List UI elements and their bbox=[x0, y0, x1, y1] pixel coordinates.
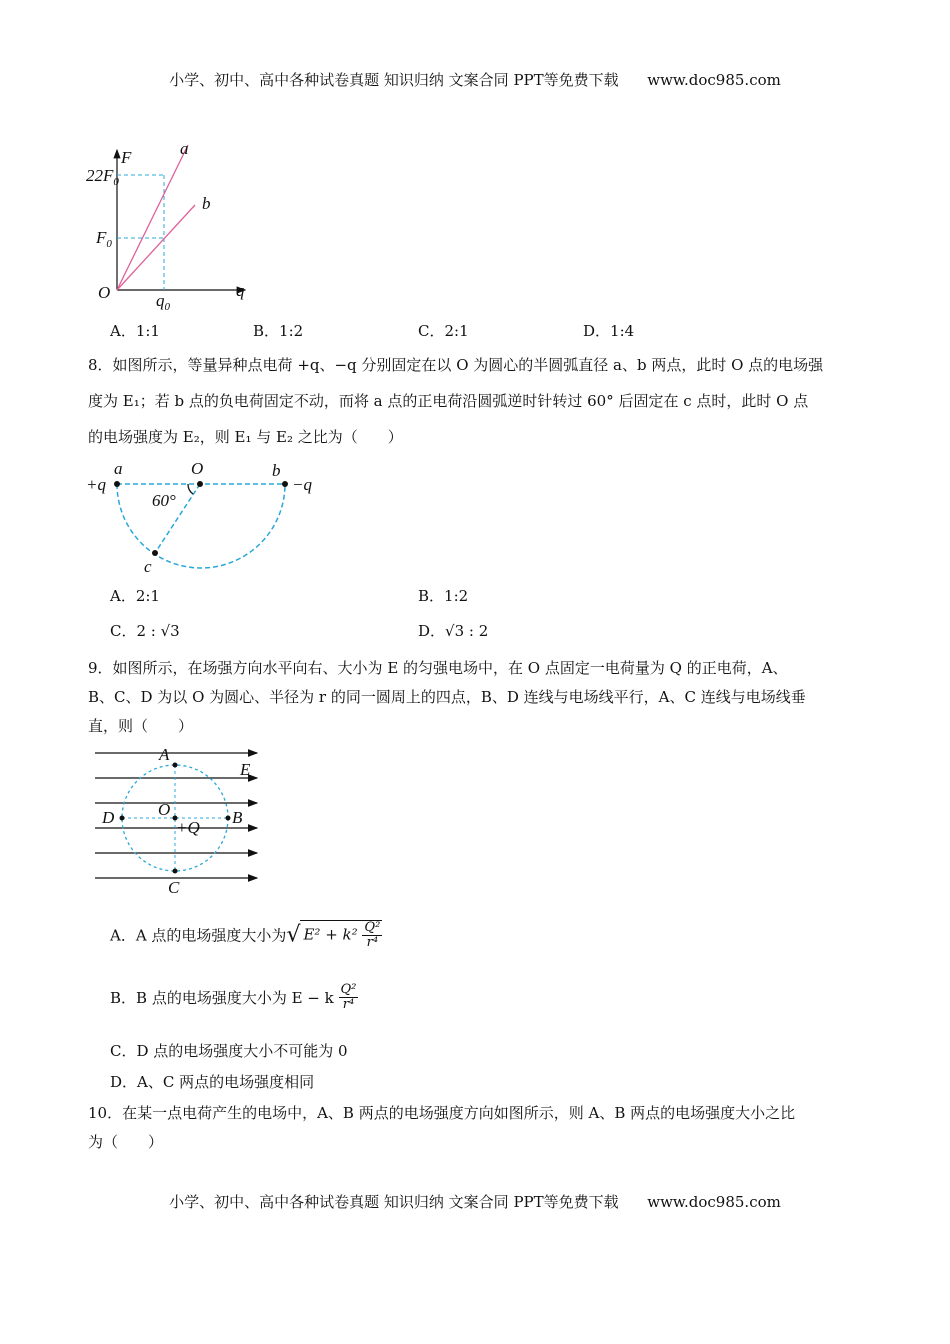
q10-text-line: 为（ ） bbox=[88, 1133, 164, 1151]
option-text: A．A 点的电场强度大小为 bbox=[110, 926, 287, 945]
label-A: A bbox=[159, 745, 170, 764]
force-charge-graph bbox=[86, 139, 245, 313]
label-O: O bbox=[98, 283, 111, 302]
label-O: O bbox=[191, 459, 204, 478]
semicircle-diagram bbox=[86, 459, 312, 576]
q7-option-c[interactable]: C．2:1 bbox=[418, 322, 469, 340]
label-plus-Q: +Q bbox=[176, 818, 200, 837]
label-c: c bbox=[144, 557, 152, 576]
q8-text-line: 的电场强度为 E₂，则 E₁ 与 E₂ 之比为（ ） bbox=[88, 428, 403, 446]
label-D: D bbox=[102, 808, 115, 827]
header-text: 小学、初中、高中各种试卷真题 知识归纳 文案合同 PPT等免费下载 bbox=[169, 71, 619, 89]
footer-text: 小学、初中、高中各种试卷真题 知识归纳 文案合同 PPT等免费下载 bbox=[169, 1193, 619, 1211]
expr: E² + k² bbox=[303, 925, 358, 944]
q7-option-d[interactable]: D．1:4 bbox=[583, 322, 635, 340]
q9-text-line: B、C、D 为以 O 为圆心、半径为 r 的同一圆周上的四点，B、D 连线与电场线平行，A、C 连线与电场线垂 bbox=[88, 688, 806, 706]
q9-text-line: 直，则（ ） bbox=[88, 717, 194, 735]
label-F: F bbox=[121, 148, 132, 167]
label-plus-q: +q bbox=[86, 475, 106, 494]
label-a: a bbox=[114, 459, 123, 478]
label-b: b bbox=[272, 461, 281, 480]
q9-option-c[interactable]: C．D 点的电场强度大小不可能为 0 bbox=[110, 1042, 348, 1060]
label-F0: $F_0$ bbox=[96, 228, 112, 250]
label-E: E bbox=[240, 760, 251, 779]
line-b bbox=[117, 205, 195, 290]
footer-url[interactable]: www.doc985.com bbox=[647, 1193, 781, 1211]
label-q: q bbox=[236, 281, 245, 300]
header-url[interactable]: www.doc985.com bbox=[647, 71, 781, 89]
q9-option-b[interactable] bbox=[110, 983, 358, 1012]
q9-option-d[interactable]: D．A、C 两点的电场强度相同 bbox=[110, 1073, 315, 1091]
label-C: C bbox=[168, 878, 180, 897]
q10-text-line: 10．在某一点电荷产生的电场中，A、B 两点的电场强度方向如图所示，则 A、B 两点的电场强度大小之比 bbox=[88, 1104, 796, 1122]
semicircle-arc bbox=[117, 484, 285, 568]
fraction: $\frac{\text{Q²}}{\text{r⁴}}$ bbox=[340, 982, 357, 1012]
label-minus-q: −q bbox=[292, 475, 312, 494]
q9-text-line: 9．如图所示，在场强方向水平向右、大小为 E 的匀强电场中，在 O 点固定一电荷量为 Q 的正电荷，A、 bbox=[88, 659, 788, 677]
q8-option-c[interactable]: C．2 : √3 bbox=[110, 622, 180, 640]
label-angle: 60° bbox=[152, 491, 176, 510]
label-B: B bbox=[232, 808, 243, 827]
fraction: $\frac{\text{Q²}}{\text{r⁴}}$ bbox=[364, 920, 381, 950]
page-footer bbox=[0, 1191, 950, 1212]
option-text: B．B 点的电场强度大小为 E − k bbox=[110, 989, 334, 1007]
sqrt-expression bbox=[300, 920, 382, 950]
q8-text-line: 8．如图所示，等量异种点电荷 +q、−q 分别固定在以 O 为圆心的半圆弧直径 a、b 两点，此时 O 点的电场强 bbox=[88, 356, 824, 374]
label-q0: $q_0$ bbox=[156, 291, 170, 313]
field-circle-diagram bbox=[95, 745, 257, 897]
label-a: a bbox=[180, 139, 189, 158]
q8-option-a[interactable]: A．2:1 bbox=[110, 587, 160, 605]
label-2F0: $22F_0$ bbox=[86, 166, 119, 188]
q9-option-a[interactable]: A．A 点的电场强度大小为√ E² + k² $\frac{\text{Q²}}{\text{r⁴}}$ bbox=[110, 920, 381, 950]
q8-option-b[interactable]: B．1:2 bbox=[418, 587, 469, 605]
angle-arc bbox=[188, 484, 193, 494]
q8-option-d[interactable]: D．√3 : 2 bbox=[418, 622, 489, 640]
label-b: b bbox=[202, 194, 211, 213]
q7-option-a[interactable]: A．1:1 bbox=[110, 322, 160, 340]
q7-option-b[interactable]: B．1:2 bbox=[253, 322, 304, 340]
q8-text-line: 度为 E₁；若 b 点的负电荷固定不动，而将 a 点的正电荷沿圆弧逆时针转过 60° 后固定在 c 点时，此时 O 点 bbox=[88, 392, 809, 410]
label-O: O bbox=[158, 800, 171, 819]
